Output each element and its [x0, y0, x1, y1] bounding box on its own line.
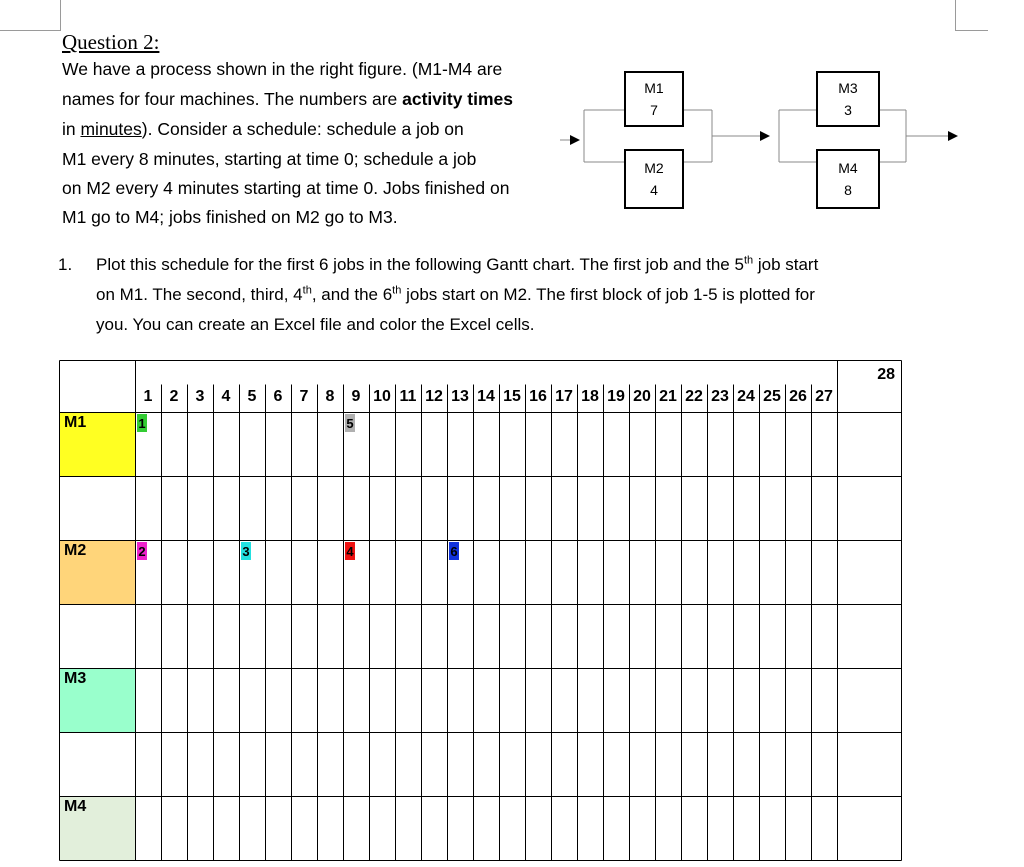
- text-line: [96, 315, 534, 335]
- machine-name: M4: [838, 160, 858, 176]
- superscript: th: [302, 284, 312, 297]
- text-run: minutes: [80, 119, 142, 139]
- time-column-header: 23: [711, 388, 729, 405]
- job-number: 3: [242, 543, 250, 559]
- time-column-header: 4: [221, 388, 231, 405]
- time-column-header: 5: [247, 388, 257, 405]
- task-item-number: 1.: [58, 255, 73, 274]
- job-number: 5: [346, 415, 354, 431]
- activity-time: 8: [844, 182, 852, 198]
- machine-name: M3: [838, 80, 858, 96]
- time-column-header: 16: [529, 388, 547, 405]
- time-column-header: 11: [399, 388, 417, 405]
- text-run: in: [62, 119, 81, 139]
- machine-label: M3: [64, 670, 87, 687]
- text-line: [62, 89, 513, 110]
- text-line: [96, 285, 815, 305]
- text-run: We have a process shown in the right figure. (M1-M4 are: [62, 59, 503, 79]
- page-corner-mark-right: [955, 0, 988, 31]
- machine-box-m1: [624, 71, 684, 127]
- text-run: M1 every 8 minutes, starting at time 0; schedule a job: [62, 149, 477, 169]
- gantt-chart-grid: [59, 360, 901, 860]
- time-column-header: 27: [815, 388, 833, 405]
- time-column-header: 26: [789, 388, 807, 405]
- text-run: job start: [753, 255, 819, 274]
- text-run: ). Consider a schedule: schedule a job on: [141, 119, 464, 139]
- job-number: 4: [346, 543, 354, 559]
- activity-time: 4: [650, 182, 658, 198]
- process-flow-lines: [560, 62, 980, 222]
- text-run: you. You can create an Excel file and color the Excel cells.: [96, 315, 535, 334]
- text-run: jobs start on M2. The first block of job 1-5 is plotted for: [401, 285, 815, 304]
- machine-name: M2: [644, 160, 664, 176]
- superscript: th: [743, 254, 754, 267]
- machine-box-m3: [816, 71, 880, 127]
- time-column-header: 28: [877, 366, 895, 383]
- time-column-header: 6: [273, 388, 283, 405]
- grid-lines: [59, 360, 902, 861]
- text-line: [62, 178, 509, 199]
- machine-box-m2: [624, 149, 684, 209]
- text-line: [62, 149, 476, 170]
- text-run: on M2 every 4 minutes starting at time 0. Jobs finished on: [62, 178, 510, 198]
- text-run: M1 go to M4; jobs finished on M2 go to M3.: [62, 207, 398, 227]
- text-run: Plot this schedule for the first 6 jobs in the following Gantt chart. The first job and the 5: [96, 255, 744, 274]
- machine-name: M1: [644, 80, 664, 96]
- time-column-header: 3: [195, 388, 205, 405]
- time-column-header: 8: [325, 388, 335, 405]
- time-column-header: 2: [169, 388, 179, 405]
- text-line: [62, 59, 502, 80]
- time-column-header: 10: [373, 388, 391, 405]
- time-column-header: 25: [763, 388, 781, 405]
- time-column-header: 9: [351, 388, 361, 405]
- machine-box-m4: [816, 149, 880, 209]
- text-run: on M1. The second, third, 4: [96, 285, 303, 304]
- text-line: [96, 255, 818, 275]
- job-number: 2: [138, 543, 146, 559]
- job-number: 1: [138, 415, 146, 431]
- job-number: 6: [450, 543, 458, 559]
- text-line: [62, 207, 398, 228]
- time-column-header: 14: [477, 388, 495, 405]
- question-title: Question 2:: [62, 30, 160, 54]
- text-line: [62, 119, 464, 140]
- text-run: names for four machines. The numbers are: [62, 89, 403, 109]
- time-column-header: 1: [143, 388, 153, 405]
- machine-label: M1: [64, 414, 87, 431]
- time-column-header: 15: [503, 388, 521, 405]
- text-run: activity times: [402, 89, 514, 109]
- page-corner-mark-left: [0, 0, 61, 31]
- time-column-header: 12: [425, 388, 443, 405]
- time-column-header: 20: [633, 388, 651, 405]
- machine-label: M2: [64, 542, 87, 559]
- activity-time: 7: [650, 102, 658, 118]
- time-column-header: 17: [555, 388, 573, 405]
- time-column-header: 21: [659, 388, 677, 405]
- time-column-header: 7: [299, 388, 309, 405]
- time-column-header: 13: [451, 388, 469, 405]
- time-column-header: 19: [607, 388, 625, 405]
- activity-time: 3: [844, 102, 852, 118]
- machine-label: M4: [64, 798, 87, 815]
- time-column-header: 24: [737, 388, 755, 405]
- superscript: th: [392, 284, 402, 297]
- text-run: , and the 6: [311, 285, 393, 304]
- time-column-header: 22: [685, 388, 703, 405]
- time-column-header: 18: [581, 388, 599, 405]
